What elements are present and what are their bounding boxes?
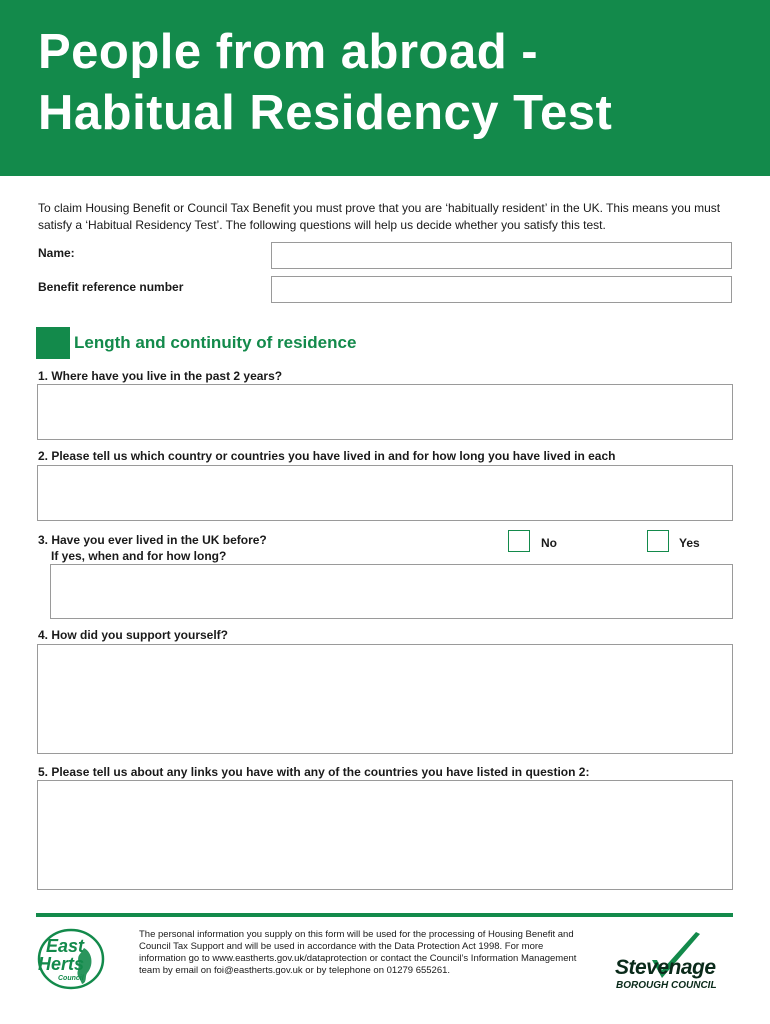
question-3-answer[interactable] bbox=[50, 564, 733, 619]
stevenage-borough-council-logo bbox=[612, 930, 737, 992]
title-line-2: Habitual Residency Test bbox=[38, 86, 613, 140]
section-title: Length and continuity of residence bbox=[74, 333, 357, 352]
yes-checkbox-label: Yes bbox=[679, 536, 700, 550]
question-3-line-2: If yes, when and for how long? bbox=[51, 549, 227, 563]
question-5-answer[interactable] bbox=[37, 780, 733, 890]
east-herts-word-herts: Herts bbox=[38, 954, 85, 974]
intro-text: To claim Housing Benefit or Council Tax Benefit you must prove that you are ‘habitually resident’ in the UK. This means you must satisfy a ‘Habitual Residency Test’. The following questions will help us decide whether you satisfy this test. bbox=[38, 201, 721, 232]
question-2-label: 2. Please tell us which country or countries you have lived in and for how long you have lived in each bbox=[38, 449, 616, 463]
yes-checkbox[interactable] bbox=[647, 530, 669, 552]
question-5-label: 5. Please tell us about any links you have with any of the countries you have listed in question 2: bbox=[38, 765, 590, 779]
name-field[interactable] bbox=[271, 242, 732, 269]
question-4-label: 4. How did you support yourself? bbox=[38, 628, 229, 642]
no-checkbox[interactable] bbox=[508, 530, 530, 552]
east-herts-council-logo bbox=[36, 926, 106, 992]
east-herts-word-council: Council bbox=[58, 975, 84, 982]
page-header bbox=[0, 0, 770, 176]
benefit-reference-label: Benefit reference number bbox=[38, 280, 184, 294]
page-title bbox=[38, 22, 612, 144]
question-3-label bbox=[38, 532, 267, 564]
title-line-1: People from abroad - bbox=[38, 25, 539, 79]
question-2-answer[interactable] bbox=[37, 465, 733, 521]
no-checkbox-label: No bbox=[541, 536, 557, 550]
footer-divider bbox=[36, 913, 733, 917]
section-marker bbox=[36, 327, 70, 359]
east-herts-word-east: East bbox=[46, 936, 85, 956]
stevenage-subtitle: BOROUGH COUNCIL bbox=[616, 980, 717, 991]
stevenage-name: Stevenage bbox=[615, 956, 716, 979]
benefit-reference-field[interactable] bbox=[271, 276, 732, 303]
question-4-answer[interactable] bbox=[37, 644, 733, 754]
question-3-line-1: 3. Have you ever lived in the UK before? bbox=[38, 533, 267, 547]
question-1-answer[interactable] bbox=[37, 384, 733, 440]
name-label: Name: bbox=[38, 246, 75, 260]
question-1-label: 1. Where have you live in the past 2 years? bbox=[38, 369, 283, 383]
privacy-notice: The personal information you supply on this form will be used for the processing of Housing Benefit and Council Tax Support and will be used in accordance with the Data Protection Act 1998. For more information go to www.eastherts.gov.uk/dataprotection or contact the Council’s Information Management team by email on foi@eastherts.gov.uk or by telephone on 01279 655261. bbox=[139, 929, 577, 976]
